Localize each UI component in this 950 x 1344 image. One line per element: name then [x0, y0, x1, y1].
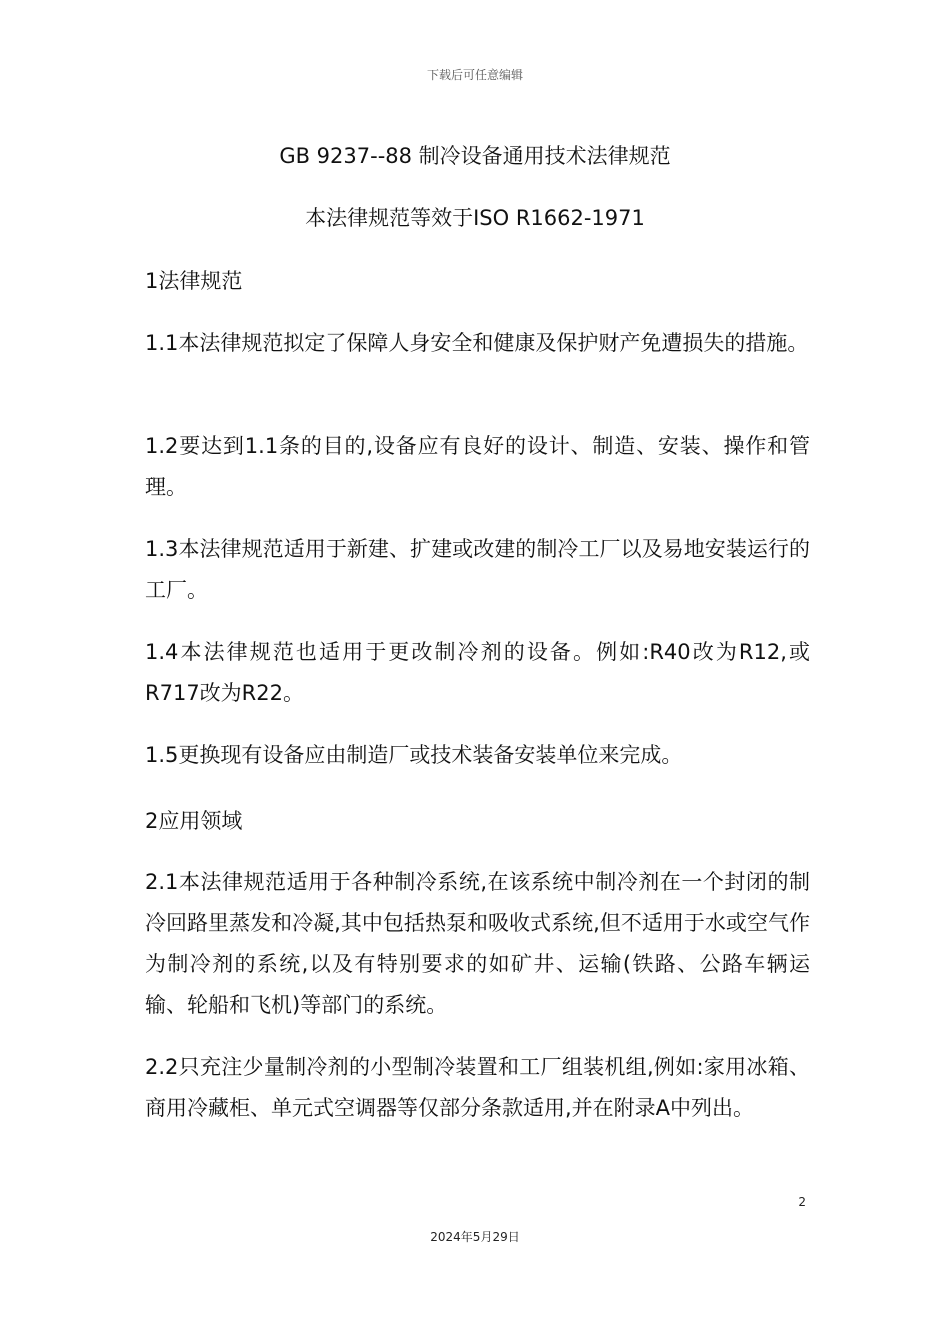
page-number: 2: [798, 1195, 806, 1209]
document-subtitle: 本法律规范等效于ISO R1662-1971: [305, 206, 645, 230]
paragraph-1-5: 1.5更换现有设备应由制造厂或技术装备安装单位来完成。: [145, 743, 683, 767]
paragraph-2-1: 2.1本法律规范适用于各种制冷系统,在该系统中制冷剂在一个封闭的制冷回路里蒸发和冷凝,其中包括热泵和吸收式系统,但不适用于水或空气作为制冷剂的系统,以及有特别要求的如矿井、运输(铁路、公路车辆运输、轮船和飞机)等部门的系统。: [145, 870, 810, 1017]
paragraph-1-4: 1.4本法律规范也适用于更改制冷剂的设备。例如:R40改为R12,或R717改为R22。: [145, 640, 810, 705]
section-heading-1: 1法律规范: [145, 269, 243, 293]
paragraph-2-2: 2.2只充注少量制冷剂的小型制冷装置和工厂组装机组,例如:家用冰箱、商用冷藏柜、单元式空调器等仅部分条款适用,并在附录A中列出。: [145, 1055, 810, 1120]
paragraph-1-1: 1.1本法律规范拟定了保障人身安全和健康及保护财产免遭损失的措施。: [145, 331, 809, 355]
paragraph-1-2: 1.2要达到1.1条的目的,设备应有良好的设计、制造、安装、操作和管理。: [145, 434, 810, 499]
header-note: 下载后可任意编辑: [426, 68, 523, 82]
document-title: GB 9237--88 制冷设备通用技术法律规范: [279, 144, 671, 168]
paragraph-1-3: 1.3本法律规范适用于新建、扩建或改建的制冷工厂以及易地安装运行的工厂。: [145, 537, 810, 602]
footer-date: 2024年5月29日: [430, 1230, 520, 1244]
section-heading-2: 2应用领域: [145, 809, 243, 833]
